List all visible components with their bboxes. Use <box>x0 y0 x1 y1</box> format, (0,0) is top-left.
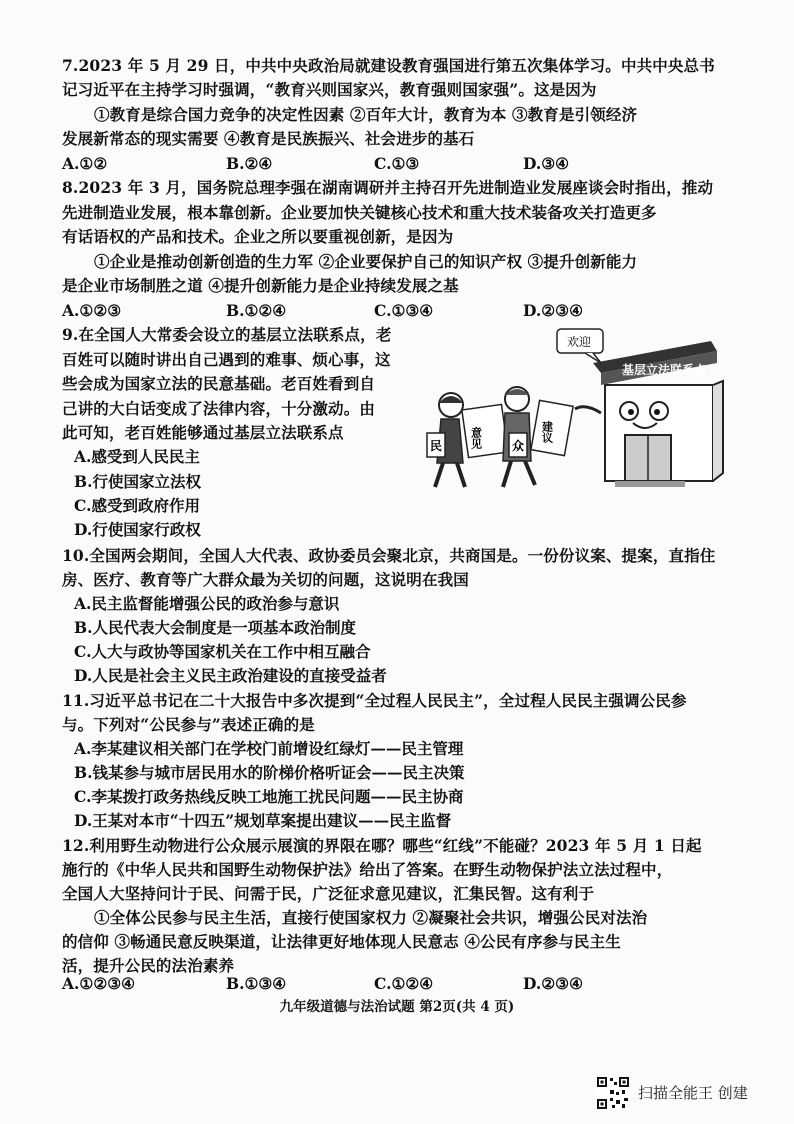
q10-option-d: D.人民是社会主义民主政治建设的直接受益者 <box>74 666 387 685</box>
q7-line-4: 发展新常态的现实需要 ④教育是民族振兴、社会进步的基石 <box>62 129 475 148</box>
q10-line-1: 10.全国两会期间，全国人大代表、政协委员会聚北京，共商国是。一份份议案、提案，直指住 <box>62 546 716 565</box>
q12-option-a: A.①②③④ <box>62 974 136 993</box>
q9-option-a: A.感受到人民民主 <box>74 447 200 466</box>
q8-line-3: 有话语权的产品和技术。企业之所以要重视创新，是因为 <box>62 227 454 246</box>
q11-line-2: 与。下列对“公民参与”表述正确的是 <box>62 715 315 734</box>
q7-option-c: C.①③ <box>374 154 420 173</box>
q12-option-d: D.②③④ <box>523 974 583 993</box>
q8-line-4: ①企业是推动创新创造的生力军 ②企业要保护自己的知识产权 ③提升创新能力 <box>94 252 638 271</box>
q8-option-c: C.①③④ <box>374 301 434 320</box>
page-footer: 九年级道德与法治试题 第2页(共 4 页) <box>279 999 515 1015</box>
q8-line-1: 8.2023 年 3 月，国务院总理李强在湖南调研并主持召开先进制造业发展座谈会时指出，推动 <box>62 178 714 197</box>
q9-option-c: C.感受到政府作用 <box>74 496 200 515</box>
q9-option-d: D.行使国家行政权 <box>74 520 201 539</box>
q11-option-b: B.钱某参与城市居民用水的阶梯价格听证会——民主决策 <box>74 763 465 782</box>
q12-line-5: 的信仰 ③畅通民意反映渠道，让法律更好地体现人民意志 ④公民有序参与民主生 <box>62 932 621 951</box>
q12-line-4: ①全体公民参与民主生活，直接行使国家权力 ②凝聚社会共识，增强公民对法治 <box>94 908 648 927</box>
q10-option-a: A.民主监督能增强公民的政治参与意识 <box>74 594 340 613</box>
paper-jianyi: 建议 <box>540 421 554 443</box>
q12-option-c: C.①②④ <box>374 974 434 993</box>
q12-line-6: 活，提升公民的法治素养 <box>62 956 235 975</box>
qr-code-icon <box>596 1076 630 1110</box>
badge-min: 民 <box>430 439 443 453</box>
citizen-figure-right <box>503 387 535 487</box>
q11-option-d: D.王某对本市“十四五”规划草案提出建议——民主监督 <box>74 811 452 830</box>
q9-line-2: 百姓可以随时讲出自己遇到的难事、烦心事，这 <box>62 350 391 369</box>
q12-line-1: 12.利用野生动物进行公众展示展演的界限在哪？哪些“红线”不能碰？2023 年 5 月 1 日起 <box>62 836 702 855</box>
q9-option-b: B.行使国家立法权 <box>74 472 201 491</box>
scanner-brand-text: 扫描全能王 创建 <box>638 1084 748 1102</box>
q8-line-2: 先进制造业发展，根本靠创新。企业要加快关键核心技术和重大技术装备攻关打造更多 <box>62 203 657 222</box>
q12-line-2: 施行的《中华人民共和国野生动物保护法》给出了答案。在野生动物保护法立法过程中， <box>62 860 673 879</box>
badge-zhong: 众 <box>512 439 525 453</box>
q11-option-c: C.李某拨打政务热线反映工地施工扰民问题——民主协商 <box>74 787 464 806</box>
q9-line-4: 己讲的大白话变成了法律内容，十分激动。由 <box>62 399 376 418</box>
q9-line-5: 此可知，老百姓能够通过基层立法联系点 <box>62 423 344 442</box>
q8-line-5: 是企业市场制胜之道 ④提升创新能力是企业持续发展之基 <box>62 276 459 295</box>
q8-option-a: A.①②③ <box>62 301 122 320</box>
q11-option-a: A.李某建议相关部门在学校门前增设红绿灯——民主管理 <box>74 739 464 758</box>
q12-line-3: 全国人大坚持问计于民、问需于民，广泛征求意见建议，汇集民智。这有利于 <box>62 884 595 903</box>
legislative-contact-cartoon <box>425 323 725 495</box>
q10-line-2: 房、医疗、教育等广大群众最为关切的问题，这说明在我国 <box>62 570 469 589</box>
q7-option-b: B.②④ <box>226 154 273 173</box>
q7-option-d: D.③④ <box>523 154 570 173</box>
q8-option-b: B.①②④ <box>226 301 287 320</box>
q8-option-d: D.②③④ <box>523 301 583 320</box>
q11-line-1: 11.习近平总书记在二十大报告中多次提到“全过程人民民主”，全过程人民民主强调公民参 <box>62 691 687 710</box>
q7-line-3: ①教育是综合国力竞争的决定性因素 ②百年大计，教育为本 ③教育是引领经济 <box>94 105 638 124</box>
q12-option-b: B.①③④ <box>226 974 287 993</box>
q7-option-a: A.①② <box>62 154 108 173</box>
q10-option-b: B.人民代表大会制度是一项基本政治制度 <box>74 618 356 637</box>
q9-line-1: 9.在全国人大常委会设立的基层立法联系点，老 <box>62 325 392 344</box>
q7-line-1: 7.2023 年 5 月 29 日，中共中央政治局就建设教育强国进行第五次集体学习。中共中央总书 <box>62 56 715 75</box>
building-sign: 基层立法联系点 <box>622 363 707 377</box>
q9-line-3: 些会成为国家立法的民意基础。老百姓看到自 <box>62 374 376 393</box>
paper-yijian: 意见 <box>469 427 483 449</box>
q7-line-2: 记习近平在主持学习时强调，“教育兴则国家兴，教育强则国家强”。这是因为 <box>62 80 597 99</box>
q10-option-c: C.人大与政协等国家机关在工作中相互融合 <box>74 642 371 661</box>
welcome-text: 欢迎 <box>567 335 592 349</box>
